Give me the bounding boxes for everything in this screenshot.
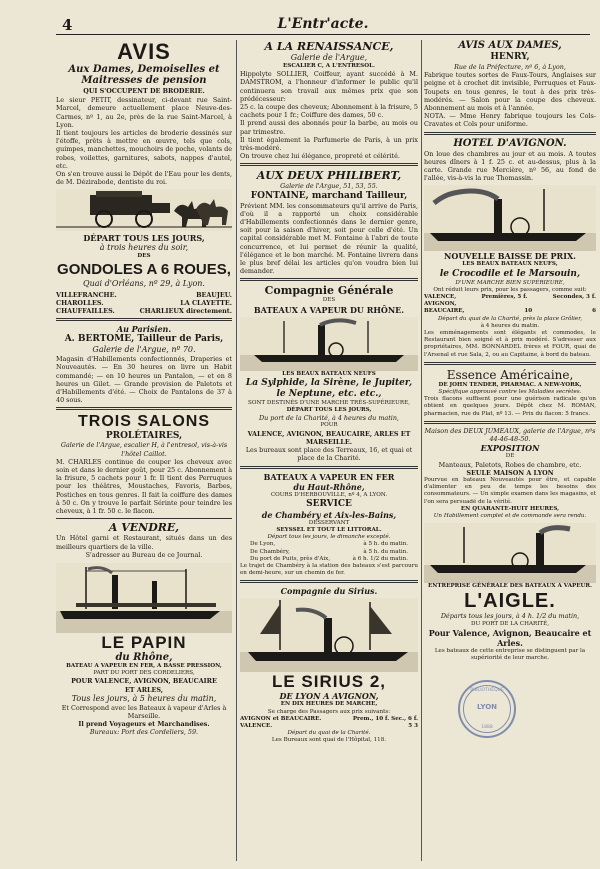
schedule-row	[240, 541, 418, 548]
ad-line: EXPOSITION	[480, 443, 540, 454]
ad-title: AUX DEUX PHILIBERT,	[256, 169, 402, 183]
aigle-steamboat-engraving	[424, 523, 596, 583]
divider	[56, 318, 232, 321]
ad-line: DE JOHN TENDER, PHARMAC. A NEW-YORK,	[438, 381, 582, 388]
ad-kicker: Compagnie du Sirius.	[280, 586, 378, 597]
ad-body: Hippolyte SOLLIER, Coiffeur, ayant succédé à M. DAMSTROM, a l'honneur d'informer le public qu'il continuera son travail aux mêmes prix que son prédécesseur:	[240, 70, 418, 103]
schedule-place: De Chambéry,	[250, 548, 290, 555]
column-rule	[236, 40, 237, 861]
ad-line: Quai d'Orléans, nº 29, à Lyon.	[83, 278, 205, 288]
ad-line: POUR VALENCE, AVIGNON, BEAUCAIRE	[71, 677, 217, 686]
steamboat-engraving	[240, 317, 418, 371]
steamboat-crocodile-engraving	[424, 185, 596, 251]
ad-line: POUR	[320, 422, 338, 429]
stamp-bottom-text: 1888	[481, 725, 493, 730]
ad-title: LE PAPIN	[101, 632, 187, 652]
town-row	[56, 307, 232, 315]
schedule-row	[240, 556, 418, 563]
ad-title: Compagnie Générale	[264, 284, 394, 298]
ad-line: Et Correspond avec les Bateaux à vapeur d'Arles à Marseille.	[61, 703, 227, 720]
price-row	[240, 716, 418, 723]
ad-line: DES	[137, 253, 151, 260]
ad-line: COURS D'HERBOUVILLE, nº 4, A LYON.	[270, 491, 388, 498]
ad-title: HOTEL D'AVIGNON.	[453, 137, 567, 149]
ad-body: Il prend aussi des abonnés pour la barbe, au mois ou par trimestre.	[240, 119, 418, 136]
town: CHARLIEUX directement.	[139, 307, 232, 316]
schedule-row	[240, 549, 418, 556]
ad-line: ENTREPRISE GÉNÉRALE DES BATEAUX A VAPEUR.	[428, 583, 592, 590]
library-stamp	[458, 680, 516, 738]
ad-title: A LA RENAISSANCE,	[264, 40, 394, 53]
ad-line: PART DU PORT DES CORDELIERS,	[93, 670, 195, 677]
ad-le-papin	[56, 633, 232, 737]
ad-title: LE SIRIUS 2,	[271, 672, 387, 692]
ad-line: Manteaux, Paletots, Robes de chambre, etc.	[438, 460, 582, 469]
ad-essence-americaine	[424, 368, 596, 418]
ad-body: Le sieur PETIT, dessinateur, ci-devant rue Saint-Marcel, demeure actuellement place Neuve-des-Carmes, nº 1, au 2e, près de la rue Saint-Marcel, à Lyon.	[56, 96, 232, 129]
ad-kicker: Au Parisien.	[116, 324, 172, 335]
ad-bertome	[56, 324, 232, 404]
ad-line: SERVICE	[306, 498, 352, 509]
ad-line: DÉPART TOUS LES JOURS,	[83, 233, 205, 244]
ad-subtitle: du Haut-Rhône,	[293, 481, 365, 492]
ad-compagnie-generale	[240, 284, 418, 314]
ad-line: DESSERVANT	[308, 519, 350, 526]
schedule-place: De Lyon,	[250, 541, 276, 548]
ad-body: Fabrique toutes sortes de Faux-Tours, Anglaises sur peigne et à crochet dit invisible, Perruques et Faux-Toupets en tous genres, le tout à des prix très-modérés. — Salon pour la coupe des cheveux. Abonnement au mois et à l'année.	[424, 71, 596, 113]
ad-a-vendre	[56, 522, 232, 559]
ad-line: de Chambéry et Aix-les-Bains,	[261, 509, 397, 520]
schedule-time: à 6 h. 1/2 du matin.	[352, 555, 408, 562]
ad-body: Il tient également la Parfumerie de Paris, à un prix très-modéré.	[240, 135, 418, 153]
price-value: Prem., 10 f. Sec., 6 f.	[352, 715, 418, 722]
ad-line: LES BEAUX BATEAUX NEUFS,	[462, 261, 558, 268]
ad-line: Galerie de l'Argue, escalier H, à l'entresol, vis-à-vis l'hôtel Caillot.	[60, 441, 228, 458]
ad-body: On s'en trouve aussi le Dépôt de l'Eau pour les dents, de M. Dézirabode, dentiste du roi.	[56, 170, 232, 187]
ad-line: S'adresser au Bureau de ce Journal.	[85, 550, 203, 559]
ad-line: D'UNE MARCHE BIEN SUPÉRIEURE,	[455, 279, 565, 286]
town: VILLEFRANCHE.	[56, 290, 117, 299]
divider	[240, 466, 418, 469]
ad-deux-philibert	[240, 169, 418, 275]
ad-line: SEYSSEL ET TOUT LE LITTORAL.	[276, 526, 382, 533]
town: BEAUJEU.	[196, 290, 232, 299]
price-dest: AVIGNON et BEAUCAIRE.	[240, 715, 322, 722]
ad-subtitle: Aux Dames, Demoiselles et Maitresses de pension	[68, 64, 220, 86]
ad-line: Départ du quai de la Charité.	[287, 730, 371, 737]
ad-name: HENRY,	[490, 52, 530, 62]
ad-henry	[424, 40, 596, 129]
divider	[424, 132, 596, 135]
ad-route: DE LYON A AVIGNON,	[279, 691, 379, 702]
ad-line: Départ du quai de la Charité, près la place Grôlier,	[437, 315, 583, 322]
price-dest: VALENCE,	[424, 294, 457, 301]
ad-renaissance	[240, 40, 418, 160]
price-dest: AVIGNON,	[424, 301, 457, 308]
ad-compagnie-generale-detail	[240, 371, 418, 463]
sirius-steamboat-engraving	[240, 598, 418, 672]
ad-line: QUI S'OCCUPENT DE BRODERIE.	[83, 87, 205, 95]
divider	[240, 580, 418, 583]
stagecoach-engraving	[56, 189, 232, 231]
ad-hotel-avignon	[424, 138, 596, 183]
ad-line: à 4 heures du matin.	[480, 322, 540, 329]
ad-sirius	[240, 586, 418, 744]
town: CHAUFFAILLES.	[56, 307, 115, 316]
ad-title: TROIS SALONS	[77, 413, 210, 431]
ad-line: ESCALIER C, A L'ENTRESOL.	[283, 63, 375, 69]
price-dest: BEAUCAIRE,	[424, 308, 465, 315]
ad-body: On loue des chambres au jour et au mois. A toutes heures dîners à 1 f. 25 c. et au-dessus, plus à la carte. Grande rue Mercière, nº 56, au fond de l'allée, vis-à-vis la rue Thomassin.	[424, 149, 596, 183]
ad-haut-rhone	[240, 472, 418, 578]
ad-body: NOTA. — Mme Henry fabrique toujours les Cols-Cravates et Cols pour uniforme.	[424, 112, 596, 129]
price-first: Premières, 5 f.	[481, 294, 528, 301]
ad-title: L'AIGLE.	[464, 590, 556, 613]
ad-body: Il tient toujours les articles de broderie dessinés sur l'étoffe, prêts à mettre en œuvre, tels que cols, guimpes, manchettes, mouchoirs de poche, volants de robes, voilettes, garnitures, sabots, nappes d'autel, etc.	[56, 129, 232, 170]
divider	[240, 163, 418, 166]
ad-line: à trois heures du soir,	[99, 243, 189, 253]
ad-line: Les Bureaux sont quai de l'Hôpital, 118.	[271, 737, 387, 744]
ad-line: Les bureaux sont place des Terreaux, 16, et quai et place de la Charité.	[245, 446, 413, 463]
town: CHAROLLES.	[56, 298, 104, 307]
ad-line: Ont réduit leurs prix, pour les passagers, comme suit:	[433, 286, 587, 293]
ad-title: Maison des DEUX JUMEAUX, galerie de l'Argue, nºs 44-46-48-50.	[424, 426, 596, 444]
schedule-place: Du port de Puits, près d'Aix,	[250, 555, 331, 562]
ad-l-aigle	[424, 583, 596, 662]
price-value: 5 3	[408, 722, 418, 729]
ad-crocodile-marsouin	[424, 251, 596, 358]
ad-subtitle: BATEAUX A VAPEUR DU RHÔNE.	[253, 304, 405, 315]
ad-line: Rue de la Préfecture, nº 6, à Lyon,	[454, 63, 566, 71]
price-row	[424, 308, 596, 315]
ad-body: Un Hôtel garni et Restaurant, situés dans un des meilleurs quartiers de la ville.	[56, 534, 232, 551]
ad-line: EN QUARANTE-HUIT HEURES,	[460, 505, 560, 512]
divider	[56, 407, 232, 410]
ad-line: Départs tous les jours, à 4 h. 1/2 du matin,	[440, 612, 580, 621]
ad-title: Essence Américaine,	[446, 367, 574, 382]
stamp-top-text: BIBLIOTHÈQUE	[470, 688, 504, 693]
ad-subtitle: PROLÉTAIRES,	[105, 431, 183, 442]
ad-boat-names: La Sylphide, la Sirène, le Jupiter, le Neptune, etc. etc.,	[245, 377, 413, 399]
price-row	[424, 301, 596, 308]
ad-title: AVIS AUX DAMES,	[458, 40, 562, 51]
page-header	[56, 18, 590, 35]
ad-line: Tous les jours, à 5 heures du matin,	[71, 693, 217, 703]
ad-line: DES	[322, 297, 336, 304]
ad-body: Prévient MM. les consommateurs qu'il arrive de Paris, d'où il a rapporté un choix considérable d'Habillements confectionnés dans le dernier genre, soit pour la saison d'hiver, soit pour celle d'été. Un capital considérable met M. Fontaine à l'abri de toute concurrence, et lui permet de réunir la qualité, l'élégance et le bon marché. M. Fontaine livrera dans le plus bref délai les articles qu'on voudra bien lui demander.	[240, 201, 418, 276]
ad-line: DE	[505, 453, 515, 460]
schedule-time: à 5 h. du matin.	[363, 541, 408, 548]
ad-body: Trois flacons suffisent pour une guérison radicale qu'on obtient en quelques jours. Dépôt chez M. ROMAN, pharmacien, rue du Plat, nº 13. — Prix du flacon: 5 francs.	[424, 396, 596, 417]
ad-deux-jumeaux	[424, 427, 596, 520]
ad-line: Il prend Voyageurs et Marchandises.	[78, 720, 210, 729]
ad-line: Galerie de l'Argue, 51, 53, 55.	[280, 182, 378, 191]
ad-body: On trouve chez lui élégance, propreté et célérité.	[240, 152, 400, 161]
ad-name: FONTAINE, marchand Tailleur,	[250, 190, 408, 201]
ad-line: Galerie de l'Argue, nº 70.	[92, 345, 196, 355]
ad-line: Du port de la Charité, à 4 heures du matin,	[259, 414, 399, 423]
divider	[424, 362, 596, 365]
column-1	[56, 40, 232, 861]
price-row	[424, 294, 596, 301]
price-second: Secondes, 3 f.	[552, 294, 596, 301]
ad-line: ET ARLES,	[124, 685, 164, 694]
ad-title: A. BERTOME, Tailleur de Paris,	[64, 334, 224, 345]
ad-line: SEULE MAISON A LYON	[466, 468, 554, 477]
ad-subtitle: du Rhône,	[115, 651, 173, 663]
ad-body: Magasin d'Habillements confectionnés, Draperies et Nouveautés. — En 30 heures on livre un Habit commandé; — en 10 heures un Pantalon, — et en 8 heures un Gilet. — Grande provision de Paletots et d'Habillements d'été. — Choix de Pantalons de 37 à 40 sous.	[56, 355, 232, 405]
ad-line: Spécifique approuvé contre les Maladies secrètes.	[438, 389, 582, 396]
ad-body: Les emménagements sont élégants et commodes, le Restaurant bien soigné et à prix modéré. S'adresser aux propriétaires, MM. BONNARDEL frères et FOUR, quai de l'Arsenal et rue Sala, 2, ou au Capitaine, à bord du bateau.	[424, 330, 596, 358]
ad-body: 25 c. la coupe des cheveux; Abonnement à la frisure, 5 cachets pour 1 fr.; Coiffure des dames, 50 c.	[240, 103, 418, 120]
town-row	[56, 299, 232, 307]
ad-line: EN DIX HEURES DE MARCHE,	[280, 701, 378, 708]
ad-line: Un Habillement complet et de commande sera rendu.	[433, 512, 587, 519]
town: LA CLAYETTE.	[180, 298, 232, 307]
ad-line: Se charge des Passagers aux prix suivants:	[267, 708, 391, 715]
ad-line: SONT DESTINÉS D'UNE MARCHE TRÈS-SUPÉRIEURE,	[248, 399, 410, 406]
ad-body: M. CHARLES continue de couper les cheveux avec soin et dans le dernier goût, pour 25 c. Abonnement à la frisure, 5 cachets pour 1 fr. Il tient des Perruques pour les théâtres, Moustaches, Favoris, Barbes, Postiches en tous genres. Il fait la coiffure des dames à 50 c. On y trouve le parfait Sérinte pour teindre les cheveux, à 1 fr. 50 c. le flacon.	[56, 457, 232, 516]
price-dest: VALENCE.	[240, 722, 273, 729]
steamboat-papin-engraving	[56, 563, 232, 633]
ad-body: Le trajet de Chambéry à la station des bateaux s'est parcouru en demi-heure, sur un chemin de fer.	[240, 562, 418, 577]
ad-line: Les bateaux de cette entreprise se distinguent par la supériorité de leur marche.	[434, 647, 586, 661]
page-number: 4	[62, 16, 73, 34]
ad-line: DÉPART TOUS LES JOURS,	[286, 407, 372, 414]
ad-avis-broderie	[56, 40, 232, 186]
divider	[240, 278, 418, 281]
ad-trois-salons	[56, 413, 232, 515]
column-rule	[421, 40, 422, 861]
ad-line: Départ tous les jours, le dimanche excepté.	[267, 534, 391, 541]
ad-line: BATEAU A VAPEUR EN FER, A BASSE PRESSION,	[66, 662, 222, 669]
journal-title: L'Entr'acte.	[277, 16, 369, 32]
town-row	[56, 291, 232, 299]
stamp-center-text: LYON	[477, 703, 497, 711]
ad-line: Pour Valence, Avignon, Beaucaire et Arles.	[428, 627, 592, 648]
ad-title: GONDOLES A 6 ROUES,	[57, 260, 231, 278]
ad-line: Bureaux: Port des Cordeliers, 59.	[89, 728, 199, 737]
ad-line: DU PORT DE LA CHARITÉ,	[470, 620, 550, 627]
ad-body: Pourvue en bateaux Nouveautés pour être, et capable d'alimenter en peu de temps les besoins des consommateurs. — Un simple examen dans les magasins, et l'on sera persuadé de la vérité.	[424, 476, 596, 505]
ad-title: A VENDRE,	[108, 521, 180, 535]
ad-boat-names: le Crocodile et le Marsouin,	[439, 268, 581, 279]
column-3	[424, 40, 596, 861]
ad-title: NOUVELLE BAISSE DE PRIX.	[444, 251, 576, 262]
schedule-time: à 5 h. du matin.	[363, 548, 408, 555]
column-2	[240, 40, 418, 861]
ad-line: LES BEAUX BATEAUX NEUFS	[282, 370, 376, 377]
price-second: 6	[592, 308, 596, 315]
ad-title: AVIS	[117, 40, 171, 64]
ad-gondoles	[56, 233, 232, 315]
divider	[56, 518, 232, 519]
ad-title: BATEAUX A VAPEUR EN FER	[263, 471, 395, 482]
ad-line: VALENCE, AVIGNON, BEAUCAIRE, ARLES ET MARSEILLE.	[247, 429, 411, 446]
divider	[424, 421, 596, 424]
ad-line: Galerie de l'Argue,	[290, 53, 368, 62]
price-first: 10	[524, 308, 533, 315]
